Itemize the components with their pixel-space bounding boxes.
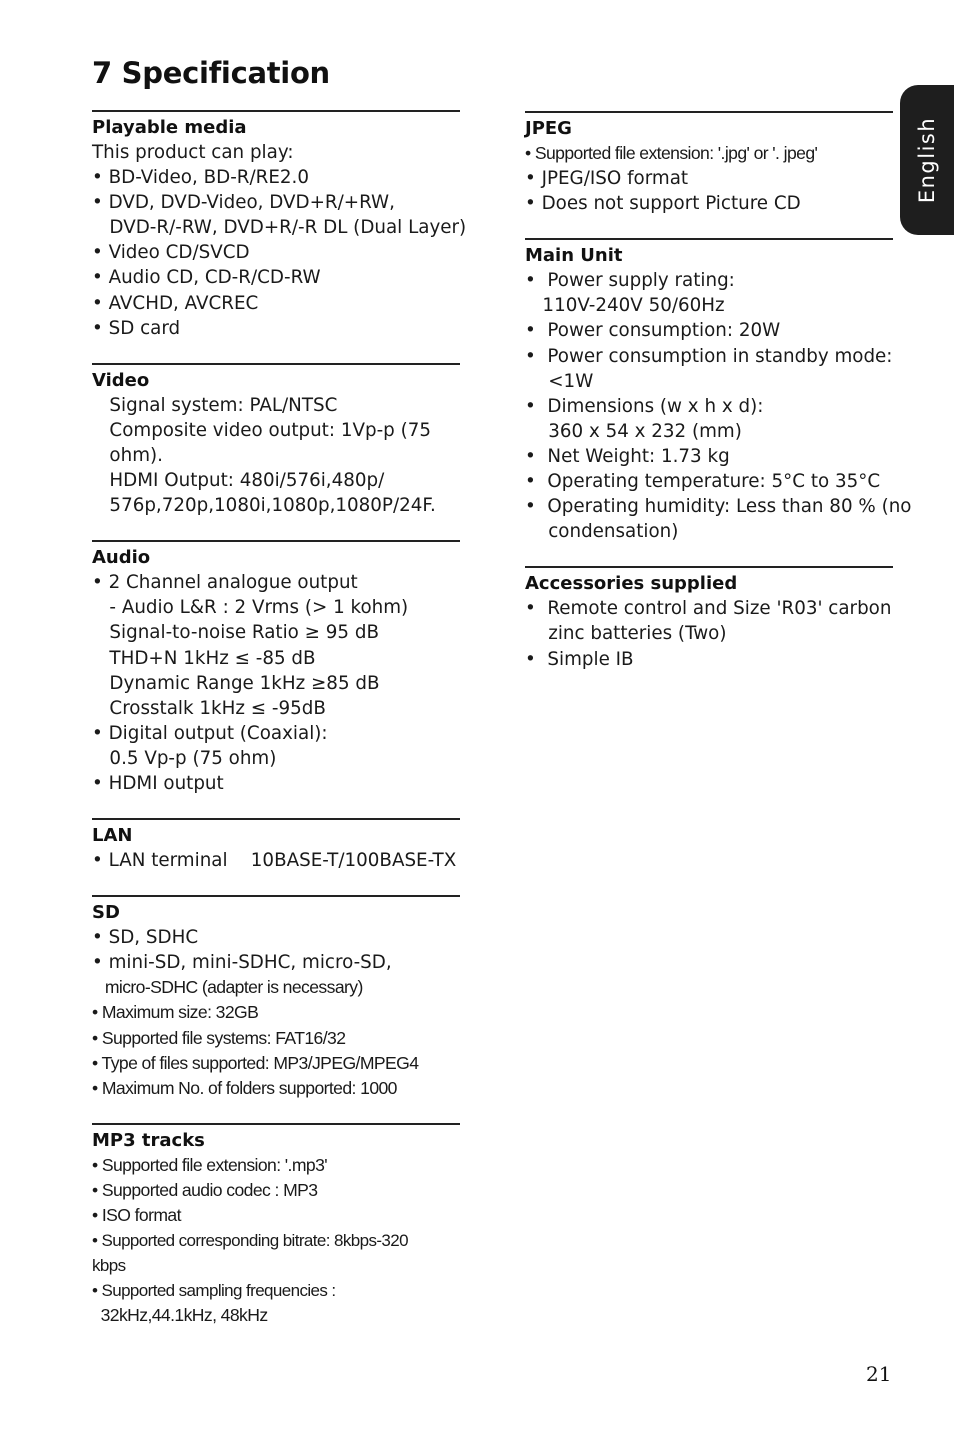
spec-line: • Digital output (Coaxial): [92, 722, 328, 744]
spec-line: • Power supply rating: [525, 270, 735, 292]
spec-line: 576p,720p,1080i,1080p,1080P/24F. [92, 495, 436, 517]
spec-line: • Supported file systems: FAT16/32 [92, 1027, 346, 1048]
spec-line: • Remote control and Size 'R03' carbon [525, 598, 892, 620]
section-video [92, 363, 460, 518]
section-heading: Audio [92, 547, 151, 569]
section-audio [92, 540, 460, 796]
spec-line: zinc batteries (Two) [525, 623, 727, 645]
right-column [525, 111, 912, 672]
spec-line: • Operating humidity: Less than 80 % (no [525, 496, 912, 518]
spec-line: • SD, SDHC [92, 927, 199, 949]
section-main-unit [525, 238, 912, 544]
page-number: 21 [866, 1362, 892, 1386]
section-lan [92, 818, 460, 873]
spec-line: • 2 Channel analogue output [92, 572, 358, 594]
spec-line: • Supported file extension: '.jpg' or '. jpeg' [525, 143, 818, 163]
spec-line: 0.5 Vp-p (75 ohm) [92, 747, 277, 769]
spec-line: • Operating temperature: 5°C to 35°C [525, 471, 881, 493]
spec-line: • LAN terminal 10BASE-T/100BASE-TX [92, 850, 457, 872]
spec-line: THD+N 1kHz ≤ -85 dB [92, 647, 316, 669]
spec-line: • ISO format [92, 1205, 181, 1225]
language-tab [900, 85, 954, 235]
spec-line: • Simple IB [525, 648, 634, 670]
spec-line: • DVD, DVD-Video, DVD+R/+RW, [92, 192, 395, 214]
page-title: 7 Specification [92, 56, 330, 90]
left-column [92, 110, 467, 1328]
section-mp3-tracks [92, 1123, 460, 1329]
spec-line: • mini-SD, mini-SDHC, micro-SD, [92, 952, 392, 974]
section-heading: MP3 tracks [92, 1129, 205, 1151]
section-heading: Video [92, 369, 150, 391]
spec-line: • SD card [92, 317, 181, 339]
section-heading: SD [92, 902, 120, 924]
section-heading: Accessories supplied [525, 573, 738, 595]
spec-line: • Maximum No. of folders supported: 1000 [92, 1077, 397, 1098]
spec-line: • Supported audio codec : MP3 [92, 1179, 318, 1200]
section-jpeg [525, 111, 893, 216]
spec-line: • Supported file extension: '.mp3' [92, 1154, 328, 1175]
spec-line: • Video CD/SVCD [92, 242, 250, 264]
spec-line: 110V-240V 50/60Hz [525, 295, 725, 317]
spec-line: Crosstalk 1kHz ≤ -95dB [92, 697, 326, 719]
spec-line: HDMI Output: 480i/576i,480p/ [92, 470, 385, 492]
spec-line: • JPEG/ISO format [525, 168, 689, 190]
spec-line: • Power consumption in standby mode: [525, 345, 893, 367]
spec-line: DVD-R/-RW, DVD+R/-R DL (Dual Layer) [92, 217, 467, 239]
spec-line: Dynamic Range 1kHz ≥85 dB [92, 672, 380, 694]
spec-line: • Power consumption: 20W [525, 320, 781, 342]
spec-line: • Maximum size: 32GB [92, 1002, 259, 1023]
spec-line: • Type of files supported: MP3/JPEG/MPEG4 [92, 1052, 419, 1073]
spec-line: • Net Weight: 1.73 kg [525, 445, 730, 467]
spec-line: kbps [92, 1256, 126, 1276]
section-heading: Main Unit [525, 245, 623, 267]
spec-line: • HDMI output [92, 772, 224, 794]
spec-line: This product can play: [92, 142, 294, 163]
spec-line: Signal-to-noise Ratio ≥ 95 dB [92, 622, 380, 644]
spec-line: • Audio CD, CD-R/CD-RW [92, 267, 321, 289]
spec-line: • AVCHD, AVCREC [92, 292, 259, 314]
spec-line: Composite video output: 1Vp-p (75 [92, 419, 431, 441]
spec-line: • Dimensions (w x h x d): [525, 395, 764, 417]
spec-line: • BD-Video, BD-R/RE2.0 [92, 167, 309, 189]
spec-line: Signal system: PAL/NTSC [92, 394, 338, 416]
spec-line: <1W [525, 370, 594, 392]
spec-line: 360 x 54 x 232 (mm) [525, 420, 742, 442]
section-sd [92, 895, 460, 1101]
section-heading: LAN [92, 825, 133, 847]
spec-line: • Does not support Picture CD [525, 193, 801, 215]
spec-line: • Supported sampling frequencies : [92, 1281, 336, 1301]
section-heading: Playable media [92, 117, 247, 138]
section-playable-media [92, 110, 467, 341]
spec-line: ohm). [92, 444, 163, 466]
spec-line: • Supported corresponding bitrate: 8kbps-320 [92, 1231, 408, 1251]
section-heading: JPEG [525, 118, 572, 139]
spec-line: condensation) [525, 521, 679, 543]
spec-line: - Audio L&R : 2 Vrms (> 1 kohm) [92, 597, 409, 619]
spec-line: 32kHz,44.1kHz, 48kHz [92, 1305, 268, 1326]
spec-line: micro-SDHC (adapter is necessary) [92, 977, 363, 998]
language-tab-label: English [915, 116, 939, 204]
section-accessories-supplied [525, 566, 893, 671]
